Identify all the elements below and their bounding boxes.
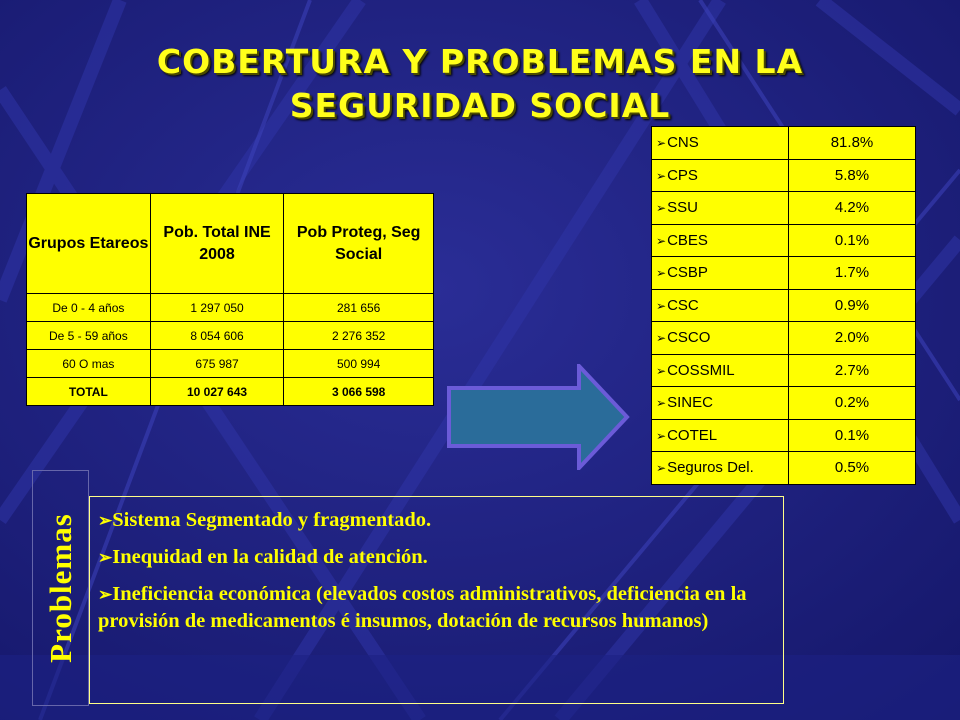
insurer-name: CSCO bbox=[667, 329, 711, 347]
bullet-arrow-icon: ➢ bbox=[656, 168, 667, 183]
insurer-row bbox=[652, 289, 916, 322]
insurer-name-cell bbox=[652, 354, 789, 387]
insurer-name-cell bbox=[652, 289, 789, 322]
insurer-coverage-table bbox=[651, 126, 916, 485]
insurer-name: COTEL bbox=[667, 426, 718, 444]
insurer-share-cell: 0.1% bbox=[789, 419, 916, 452]
problems-label: Problemas bbox=[42, 513, 78, 663]
insurer-name-cell bbox=[652, 387, 789, 420]
insurer-name: Seguros Del. bbox=[667, 459, 754, 477]
header-age-groups: Grupos Etareos bbox=[27, 194, 151, 294]
insurer-name-cell bbox=[652, 452, 789, 485]
insurer-row bbox=[652, 127, 916, 160]
bullet-arrow-icon: ➢ bbox=[656, 363, 667, 378]
insurer-name: CPS bbox=[667, 166, 698, 184]
insurer-name-cell bbox=[652, 224, 789, 257]
list-item bbox=[98, 544, 775, 571]
insurer-share-cell: 81.8% bbox=[789, 127, 916, 160]
problems-list bbox=[89, 496, 784, 704]
problem-text: Ineficiencia económica (elevados costos administrativos, deficiencia en la provisión de medicamentos é insumos, dotación de recursos humanos) bbox=[98, 583, 747, 632]
insurer-share-cell: 0.1% bbox=[789, 224, 916, 257]
bullet-arrow-icon: ➢ bbox=[656, 396, 667, 411]
insurer-name-cell bbox=[652, 419, 789, 452]
age-group-cell: De 5 - 59 años bbox=[27, 322, 151, 350]
age-group-cell: De 0 - 4 años bbox=[27, 294, 151, 322]
insurer-name-cell bbox=[652, 127, 789, 160]
age-group-cell: 60 O mas bbox=[27, 350, 151, 378]
bullet-arrow-icon: ➢ bbox=[656, 266, 667, 281]
bullet-arrow-icon: ➢ bbox=[656, 233, 667, 248]
insurer-share-cell: 2.7% bbox=[789, 354, 916, 387]
bullet-arrow-icon: ➢ bbox=[656, 331, 667, 346]
header-protected-population: Pob Proteg, Seg Social bbox=[284, 194, 434, 294]
population-table-header bbox=[27, 194, 434, 294]
insurer-row bbox=[652, 224, 916, 257]
insurer-name: CSBP bbox=[667, 264, 708, 282]
total-population-sum-cell: 10 027 643 bbox=[150, 378, 284, 406]
problem-text: Sistema Segmentado y fragmentado. bbox=[112, 509, 432, 531]
insurer-share-cell: 0.5% bbox=[789, 452, 916, 485]
total-population-cell: 8 054 606 bbox=[150, 322, 284, 350]
table-total-row bbox=[27, 378, 434, 406]
list-item bbox=[98, 581, 775, 634]
list-item bbox=[98, 507, 775, 534]
table-row bbox=[27, 322, 434, 350]
insurer-row bbox=[652, 322, 916, 355]
insurer-row bbox=[652, 452, 916, 485]
bullet-arrow-icon: ➢ bbox=[656, 428, 667, 443]
insurer-name-cell bbox=[652, 257, 789, 290]
insurer-row bbox=[652, 354, 916, 387]
bullet-arrow-icon: ➢ bbox=[98, 585, 113, 604]
table-row bbox=[27, 350, 434, 378]
insurer-row bbox=[652, 387, 916, 420]
insurer-share-cell: 4.2% bbox=[789, 192, 916, 225]
insurer-name: CNS bbox=[667, 134, 699, 152]
bullet-arrow-icon: ➢ bbox=[98, 511, 113, 530]
insurer-row bbox=[652, 192, 916, 225]
page-title bbox=[60, 40, 900, 128]
insurer-row bbox=[652, 419, 916, 452]
bullet-arrow-icon: ➢ bbox=[656, 136, 667, 151]
insurer-share-cell: 0.2% bbox=[789, 387, 916, 420]
population-table bbox=[26, 193, 434, 406]
protected-population-cell: 2 276 352 bbox=[284, 322, 434, 350]
insurer-name: COSSMIL bbox=[667, 361, 735, 379]
insurer-name-cell bbox=[652, 322, 789, 355]
problem-text: Inequidad en la calidad de atención. bbox=[112, 546, 428, 568]
insurer-row bbox=[652, 159, 916, 192]
insurer-row bbox=[652, 257, 916, 290]
insurer-name: CSC bbox=[667, 296, 699, 314]
protected-population-sum-cell: 3 066 598 bbox=[284, 378, 434, 406]
total-label-cell: TOTAL bbox=[27, 378, 151, 406]
insurer-name-cell bbox=[652, 192, 789, 225]
bullet-arrow-icon: ➢ bbox=[656, 201, 667, 216]
title-line-2: SEGURIDAD SOCIAL bbox=[289, 86, 671, 125]
header-total-population: Pob. Total INE 2008 bbox=[150, 194, 284, 294]
bullet-arrow-icon: ➢ bbox=[656, 461, 667, 476]
insurer-share-cell: 5.8% bbox=[789, 159, 916, 192]
problems-label-box bbox=[32, 470, 89, 706]
insurer-share-cell: 0.9% bbox=[789, 289, 916, 322]
bullet-arrow-icon: ➢ bbox=[656, 298, 667, 313]
insurer-name-cell bbox=[652, 159, 789, 192]
total-population-cell: 1 297 050 bbox=[150, 294, 284, 322]
insurer-name: SSU bbox=[667, 199, 698, 217]
insurer-name: SINEC bbox=[667, 394, 713, 412]
insurer-share-cell: 2.0% bbox=[789, 322, 916, 355]
total-population-cell: 675 987 bbox=[150, 350, 284, 378]
protected-population-cell: 281 656 bbox=[284, 294, 434, 322]
insurer-share-cell: 1.7% bbox=[789, 257, 916, 290]
insurer-name: CBES bbox=[667, 231, 708, 249]
table-row bbox=[27, 294, 434, 322]
bullet-arrow-icon: ➢ bbox=[98, 548, 113, 567]
right-arrow-icon bbox=[445, 364, 635, 470]
protected-population-cell: 500 994 bbox=[284, 350, 434, 378]
title-line-1: COBERTURA Y PROBLEMAS EN LA bbox=[156, 42, 804, 81]
